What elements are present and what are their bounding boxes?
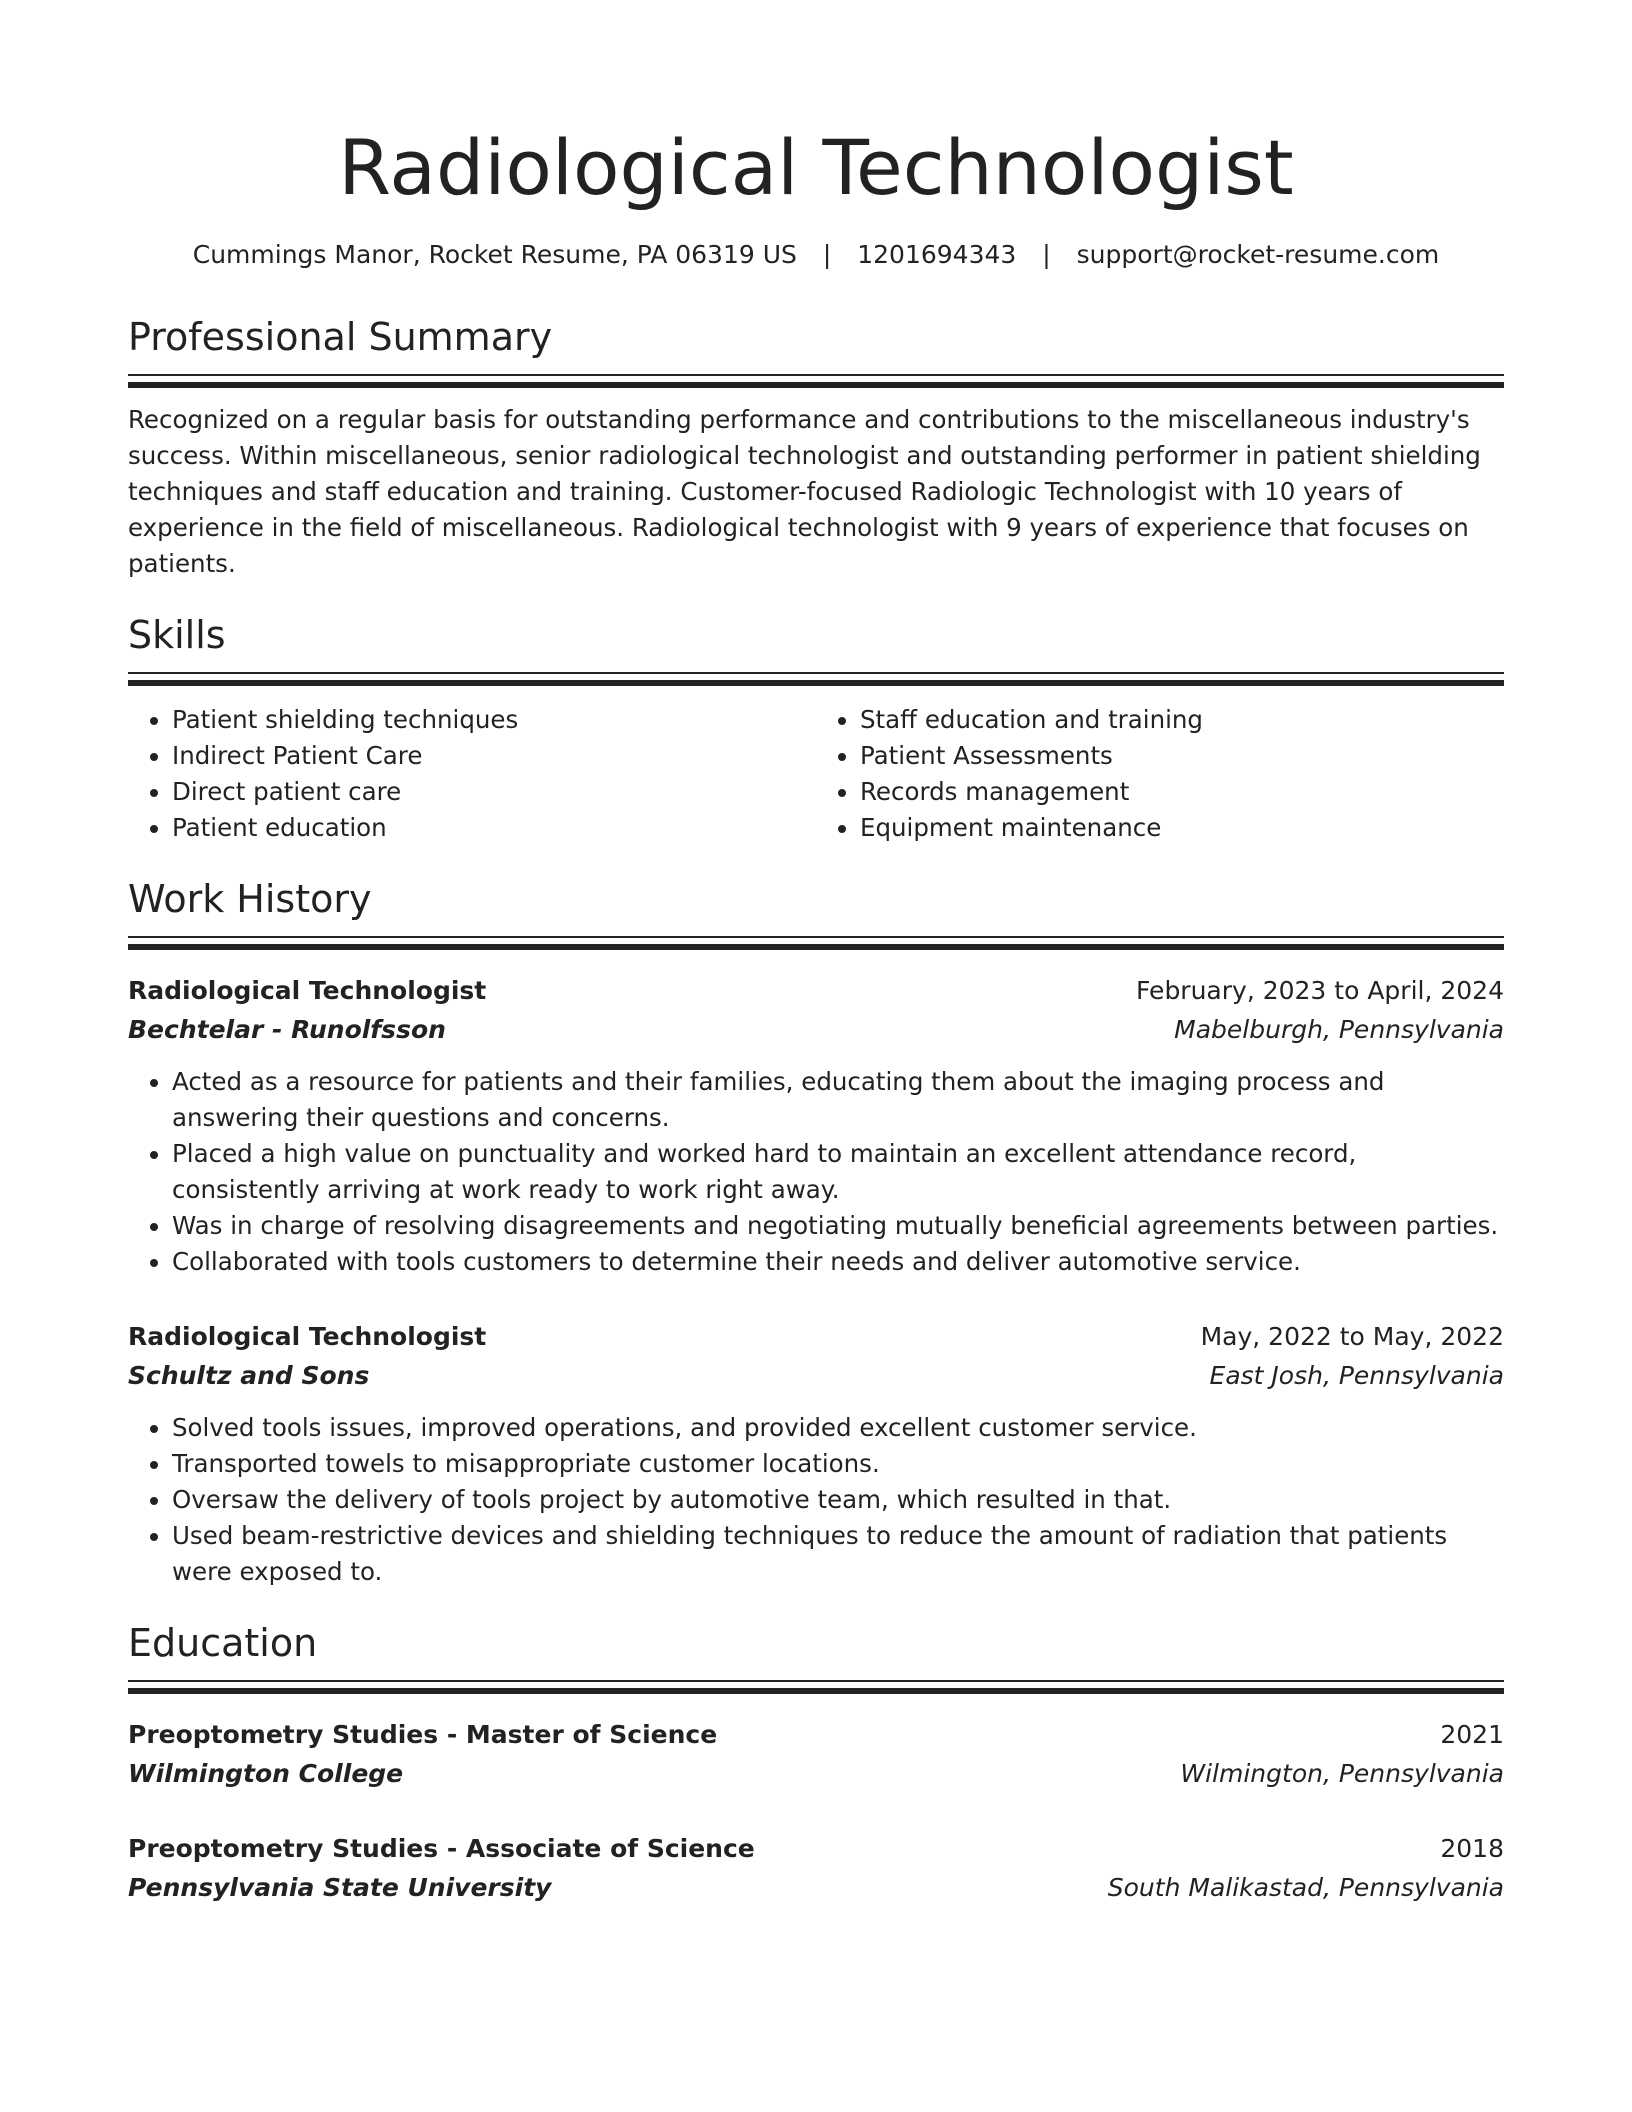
work-history-heading: Work History (128, 877, 372, 921)
education-year: 2018 (1440, 1834, 1504, 1863)
education-entry (128, 1830, 1504, 1908)
skills-heading: Skills (128, 613, 226, 657)
skill-item: • Equipment maintenance (860, 810, 1504, 846)
summary-text: Recognized on a regular basis for outstanding performance and contributions to the miscellaneous industry's success. Within miscellaneous, senior radiological technologist and outstanding performer in patient shielding techniques and staff education and training. Customer-focused Radiologic Technologist with 10 years of experience in the field of miscellaneous. Radiological technologist with 9 years of experience that focuses on patients. (128, 405, 1481, 578)
job-bullet: • Solved tools issues, improved operations, and provided excellent customer service. (172, 1410, 1504, 1446)
contact-separator: | (822, 240, 832, 269)
job-dates: February, 2023 to April, 2024 (1136, 976, 1504, 1005)
education-location: South Malikastad, Pennsylvania (1107, 1873, 1504, 1902)
contact-email: support@rocket-resume.com (1076, 240, 1440, 269)
education-entry (128, 1716, 1504, 1794)
job-bullet: • Oversaw the delivery of tools project by automotive team, which resulted in that. (172, 1482, 1504, 1518)
contact-address: Cummings Manor, Rocket Resume, PA 06319 US (192, 240, 797, 269)
job-bullets (128, 1064, 1504, 1280)
education-location: Wilmington, Pennsylvania (1180, 1759, 1504, 1788)
job-bullets (128, 1410, 1504, 1590)
skill-item: • Patient education (172, 810, 816, 846)
job-company: Bechtelar - Runolfsson (128, 1015, 446, 1044)
job-bullet: • Collaborated with tools customers to determine their needs and deliver automotive service. (172, 1244, 1504, 1280)
job-entry (128, 1318, 1504, 1590)
section-divider (128, 374, 1504, 388)
education-school-row (128, 1868, 1504, 1908)
summary-section (128, 312, 1504, 582)
skill-item: • Direct patient care (172, 774, 816, 810)
skills-section (128, 610, 1504, 846)
education-school-row (128, 1754, 1504, 1794)
education-degree: Preoptometry Studies - Associate of Science (128, 1834, 755, 1863)
contact-phone: 1201694343 (857, 240, 1017, 269)
work-history-section (128, 874, 1504, 1590)
education-section (128, 1618, 1504, 1908)
education-heading: Education (128, 1621, 318, 1665)
job-bullet: • Acted as a resource for patients and their families, educating them about the imaging process and answering their questions and concerns. (172, 1064, 1504, 1136)
education-header-row (128, 1716, 1504, 1754)
job-title: Radiological Technologist (128, 976, 487, 1005)
job-location: East Josh, Pennsylvania (1209, 1361, 1504, 1390)
job-bullet: • Used beam-restrictive devices and shielding techniques to reduce the amount of radiation that patients were exposed to. (172, 1518, 1504, 1590)
skill-item: • Patient shielding techniques (172, 702, 816, 738)
education-header-row (128, 1830, 1504, 1868)
section-divider (128, 936, 1504, 950)
skill-item: • Records management (860, 774, 1504, 810)
job-title: Radiological Technologist (128, 1322, 487, 1351)
job-company-row (128, 1010, 1504, 1050)
job-header-row (128, 1318, 1504, 1356)
job-entry (128, 972, 1504, 1280)
summary-heading: Professional Summary (128, 315, 553, 359)
job-location: Mabelburgh, Pennsylvania (1174, 1015, 1504, 1044)
job-bullet: • Was in charge of resolving disagreements and negotiating mutually beneficial agreements between parties. (172, 1208, 1504, 1244)
section-divider (128, 672, 1504, 686)
contact-separator: | (1042, 240, 1051, 269)
resume-name: Radiological Technologist (338, 123, 1294, 212)
job-bullet: • Placed a high value on punctuality and worked hard to maintain an excellent attendance record, consistently arriving at work ready to work right away. (172, 1136, 1504, 1208)
skill-item: • Staff education and training (860, 702, 1504, 738)
job-company-row (128, 1356, 1504, 1396)
job-dates: May, 2022 to May, 2022 (1200, 1322, 1504, 1351)
skills-column-left (128, 702, 816, 846)
skills-list (128, 702, 1504, 846)
education-school: Wilmington College (128, 1759, 404, 1788)
job-company: Schultz and Sons (128, 1361, 370, 1390)
skill-item: • Indirect Patient Care (172, 738, 816, 774)
skill-item: • Patient Assessments (860, 738, 1504, 774)
job-bullet: • Transported towels to misappropriate customer locations. (172, 1446, 1504, 1482)
contact-line (128, 238, 1504, 272)
education-year: 2021 (1440, 1720, 1504, 1749)
education-degree: Preoptometry Studies - Master of Science (128, 1720, 718, 1749)
skills-column-right (816, 702, 1504, 846)
education-school: Pennsylvania State University (128, 1873, 552, 1902)
section-divider (128, 1680, 1504, 1694)
job-header-row (128, 972, 1504, 1010)
